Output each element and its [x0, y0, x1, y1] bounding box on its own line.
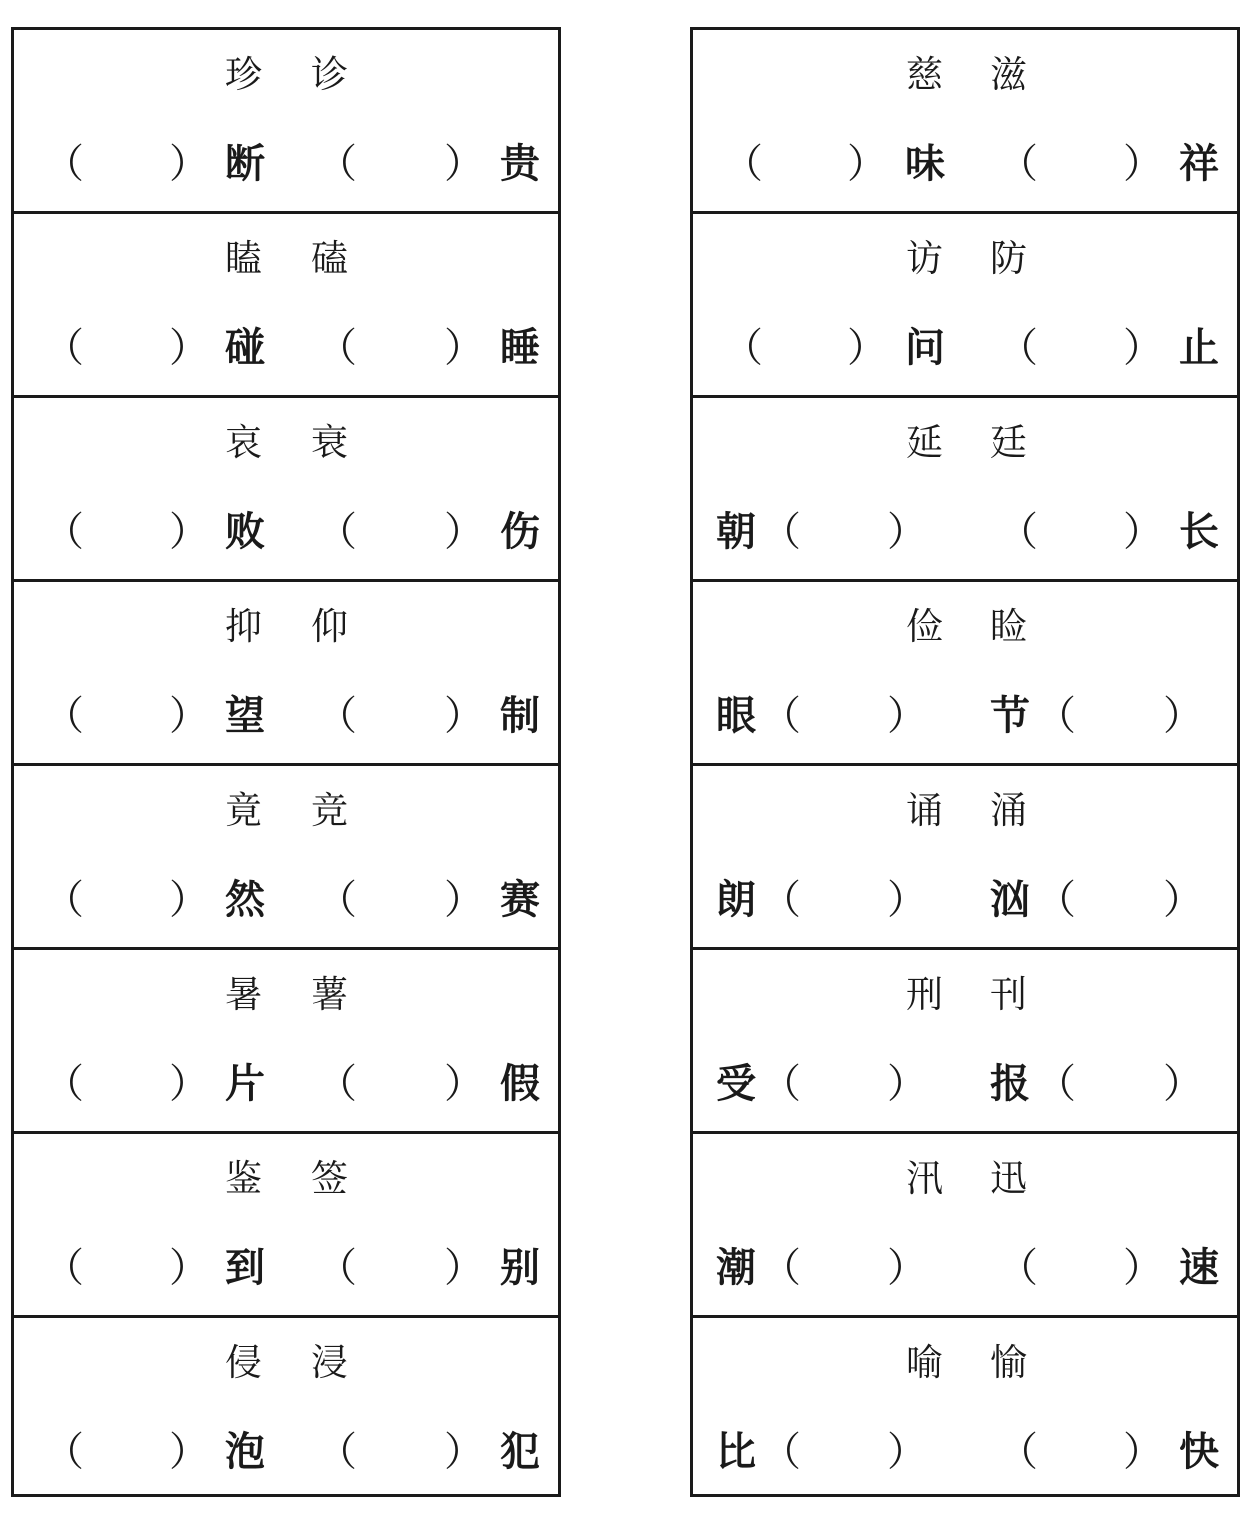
exercise-cell	[14, 582, 558, 766]
exercise-cell	[693, 30, 1237, 214]
word-2: 贵	[500, 141, 540, 187]
prompt-char-1: 慈	[906, 53, 943, 96]
right-exercise-column	[690, 27, 1240, 1497]
blank-open-paren: （	[317, 1061, 357, 1107]
prompt-char-1: 珍	[225, 53, 262, 96]
prompt-char-2: 薯	[311, 973, 348, 1016]
prompt-char-1: 瞌	[225, 237, 262, 280]
blank-open-paren: （	[44, 1429, 84, 1475]
prompt-char-2: 迅	[990, 1157, 1027, 1200]
blank-open-paren: （	[317, 325, 357, 371]
prompt-char-1: 俭	[906, 605, 943, 648]
word-1: 碰	[225, 325, 265, 371]
blank-close-paren: ）	[444, 1429, 484, 1475]
blank-close-paren: ）	[169, 141, 209, 187]
prompt-char-2: 滋	[990, 53, 1027, 96]
word-1: 到	[225, 1245, 265, 1291]
blank-close-paren: ）	[169, 693, 209, 739]
prompt-char-1: 延	[906, 421, 943, 464]
blank-open-paren: （	[317, 693, 357, 739]
exercise-cell	[14, 30, 558, 214]
blank-open-paren: （	[44, 141, 84, 187]
blank-open-paren: （	[761, 1429, 801, 1475]
blank-close-paren: ）	[887, 509, 927, 555]
blank-open-paren: （	[317, 1245, 357, 1291]
word-2: 赛	[500, 877, 540, 923]
word-2: 别	[500, 1245, 540, 1291]
blank-open-paren: （	[44, 509, 84, 555]
word-2: 节	[990, 693, 1030, 739]
blank-open-paren: （	[723, 141, 763, 187]
blank-open-paren: （	[761, 877, 801, 923]
word-1: 眼	[716, 693, 756, 739]
exercise-cell	[693, 1318, 1237, 1502]
blank-close-paren: ）	[169, 1429, 209, 1475]
blank-close-paren: ）	[444, 509, 484, 555]
prompt-char-2: 廷	[990, 421, 1027, 464]
blank-close-paren: ）	[1123, 1245, 1163, 1291]
word-2: 报	[990, 1061, 1030, 1107]
blank-open-paren: （	[761, 1061, 801, 1107]
blank-close-paren: ）	[887, 1061, 927, 1107]
blank-open-paren: （	[317, 1429, 357, 1475]
blank-open-paren: （	[1036, 1061, 1076, 1107]
blank-open-paren: （	[44, 325, 84, 371]
prompt-char-1: 刑	[906, 973, 943, 1016]
blank-close-paren: ）	[169, 509, 209, 555]
word-2: 快	[1179, 1429, 1219, 1475]
blank-close-paren: ）	[1123, 141, 1163, 187]
blank-close-paren: ）	[887, 1245, 927, 1291]
blank-close-paren: ）	[444, 693, 484, 739]
word-1: 断	[225, 141, 265, 187]
prompt-char-2: 睑	[990, 605, 1027, 648]
word-2: 假	[500, 1061, 540, 1107]
exercise-cell	[14, 766, 558, 950]
exercise-cell	[693, 1134, 1237, 1318]
prompt-char-1: 喻	[906, 1341, 943, 1384]
word-1: 泡	[225, 1429, 265, 1475]
exercise-cell	[693, 398, 1237, 582]
blank-open-paren: （	[998, 141, 1038, 187]
blank-open-paren: （	[44, 1245, 84, 1291]
blank-close-paren: ）	[444, 141, 484, 187]
word-2: 伤	[500, 509, 540, 555]
blank-close-paren: ）	[169, 1061, 209, 1107]
blank-open-paren: （	[317, 141, 357, 187]
word-1: 望	[225, 693, 265, 739]
exercise-cell	[14, 214, 558, 398]
prompt-char-2: 诊	[311, 53, 348, 96]
prompt-char-1: 访	[906, 237, 943, 280]
exercise-cell	[14, 398, 558, 582]
word-1: 朝	[716, 509, 756, 555]
blank-open-paren: （	[1036, 877, 1076, 923]
word-1: 受	[716, 1061, 756, 1107]
blank-close-paren: ）	[1163, 877, 1203, 923]
blank-open-paren: （	[44, 877, 84, 923]
exercise-cell	[14, 1318, 558, 1502]
word-2: 长	[1179, 509, 1219, 555]
word-1: 片	[225, 1061, 265, 1107]
blank-close-paren: ）	[444, 325, 484, 371]
prompt-char-1: 抑	[225, 605, 262, 648]
word-2: 止	[1179, 325, 1219, 371]
blank-close-paren: ）	[1123, 509, 1163, 555]
blank-close-paren: ）	[1163, 693, 1203, 739]
prompt-char-2: 仰	[311, 605, 348, 648]
word-1: 然	[225, 877, 265, 923]
exercise-cell	[14, 1134, 558, 1318]
blank-open-paren: （	[44, 1061, 84, 1107]
blank-open-paren: （	[998, 509, 1038, 555]
blank-open-paren: （	[998, 1429, 1038, 1475]
prompt-char-1: 鉴	[225, 1157, 262, 1200]
blank-close-paren: ）	[847, 141, 887, 187]
word-2: 制	[500, 693, 540, 739]
exercise-cell	[693, 950, 1237, 1134]
word-2: 汹	[990, 877, 1030, 923]
prompt-char-1: 暑	[225, 973, 262, 1016]
prompt-char-2: 浸	[311, 1341, 348, 1384]
blank-open-paren: （	[1036, 693, 1076, 739]
prompt-char-2: 刊	[990, 973, 1027, 1016]
blank-close-paren: ）	[169, 325, 209, 371]
blank-open-paren: （	[761, 1245, 801, 1291]
word-1: 问	[905, 325, 945, 371]
word-2: 犯	[500, 1429, 540, 1475]
prompt-char-2: 签	[311, 1157, 348, 1200]
blank-close-paren: ）	[887, 877, 927, 923]
exercise-cell	[693, 766, 1237, 950]
prompt-char-1: 汛	[906, 1157, 943, 1200]
blank-close-paren: ）	[1163, 1061, 1203, 1107]
blank-close-paren: ）	[169, 877, 209, 923]
blank-close-paren: ）	[887, 1429, 927, 1475]
blank-close-paren: ）	[169, 1245, 209, 1291]
word-2: 速	[1179, 1245, 1219, 1291]
exercise-cell	[14, 950, 558, 1134]
prompt-char-2: 愉	[990, 1341, 1027, 1384]
blank-close-paren: ）	[887, 693, 927, 739]
prompt-char-1: 竟	[225, 789, 262, 832]
exercise-cell	[693, 214, 1237, 398]
prompt-char-2: 衰	[311, 421, 348, 464]
word-2: 祥	[1179, 141, 1219, 187]
exercise-cell	[693, 582, 1237, 766]
word-1: 朗	[716, 877, 756, 923]
blank-close-paren: ）	[444, 877, 484, 923]
prompt-char-2: 磕	[311, 237, 348, 280]
blank-open-paren: （	[317, 877, 357, 923]
blank-open-paren: （	[998, 1245, 1038, 1291]
prompt-char-1: 侵	[225, 1341, 262, 1384]
word-2: 睡	[500, 325, 540, 371]
word-1: 比	[716, 1429, 756, 1475]
word-1: 败	[225, 509, 265, 555]
blank-close-paren: ）	[1123, 1429, 1163, 1475]
blank-close-paren: ）	[847, 325, 887, 371]
prompt-char-1: 诵	[906, 789, 943, 832]
blank-close-paren: ）	[444, 1061, 484, 1107]
prompt-char-2: 防	[990, 237, 1027, 280]
prompt-char-2: 竞	[311, 789, 348, 832]
left-exercise-column	[11, 27, 561, 1497]
blank-close-paren: ）	[1123, 325, 1163, 371]
word-1: 潮	[716, 1245, 756, 1291]
blank-open-paren: （	[44, 693, 84, 739]
blank-close-paren: ）	[444, 1245, 484, 1291]
blank-open-paren: （	[998, 325, 1038, 371]
blank-open-paren: （	[723, 325, 763, 371]
blank-open-paren: （	[761, 693, 801, 739]
prompt-char-2: 涌	[990, 789, 1027, 832]
blank-open-paren: （	[761, 509, 801, 555]
word-1: 味	[905, 141, 945, 187]
prompt-char-1: 哀	[225, 421, 262, 464]
blank-open-paren: （	[317, 509, 357, 555]
